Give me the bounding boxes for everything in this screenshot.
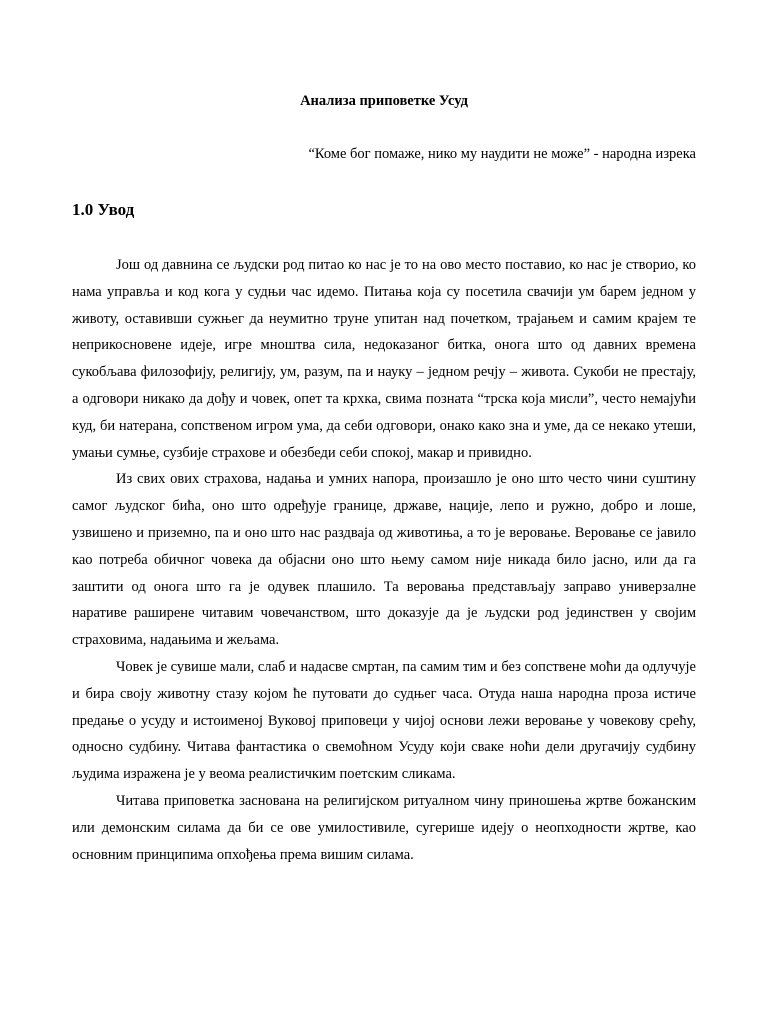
paragraph-3: Човек је сувише мали, слаб и надасве смртан, па самим тим и без сопствене моћи да одлучује и бира своју животну стазу којом ће путовати до судњег часа. Отуда наша народна проза истиче предање о усуду и истоименој Вуковој приповеци у чијој основи лежи веровање у човекову срећу, односно судбину. Читава фантастика о свемоћном Усуду који сваке ноћи дели другачију судбину људима изражена је у веома реалистичким поетским сликама. (72, 658, 696, 783)
paragraph-2: Из свих ових страхова, надања и умних напора, произашло је оно што често чини суштину самог људског бића, оно што одређује границе, државе, нације, лепо и ружно, добро и лоше, узвишено и приземно, па и оно што нас раздваја од животиња, а то је веровање. Веровање се јавило као потреба обичног човека да објасни оно што њему самом није никада било јасно, или да га заштити од онога што га је одувек плашило. Та веровања представљају заправо универзалне наративе раширене читавим човечанством, што доказује да је људски род јединствен у својим страховима, надањима и жељама. (72, 471, 696, 649)
document-title: Анализа приповетке Усуд (300, 93, 468, 109)
section-heading: 1.0 Увод (72, 200, 135, 219)
document-body (72, 252, 696, 868)
epigraph-quote: “Коме бог помаже, нико му наудити не може” - народна изрека (308, 146, 696, 162)
paragraph-1: Још од давнина се људски род питао ко нас је то на ово место поставио, ко нас је створио, ко нама управља и код кога у судњи час идемо. Питања која су посетила свачији ум барем једном у животу, оставивши сужњег да неумитно труне упитан над почетком, трајањем и самим крајем те неприкосновене идеје, игре мноштва сила, недоказаног битка, онога што од давних времена сукобљава филозофију, религију, ум, разум, па и науку – једном речју – живота. Сукоби не престају, а одговори никако да дођу и човек, опет та крхка, свима позната “трска која мисли”, често немајући куд, би натерана, сопственом игром ума, да себи одговори, онако како зна и уме, да се некако утеши, умањи сумње, сузбије страхове и обезбеди себи спокој, макар и привидно. (72, 257, 696, 461)
paragraph-4: Читава приповетка заснована на религијском ритуалном чину приношења жртве божанским или демонским силама да би се ове умилостивиле, сугерише идеју о неопходности жртве, као основним принципима опхођења према вишим силама. (72, 792, 696, 863)
